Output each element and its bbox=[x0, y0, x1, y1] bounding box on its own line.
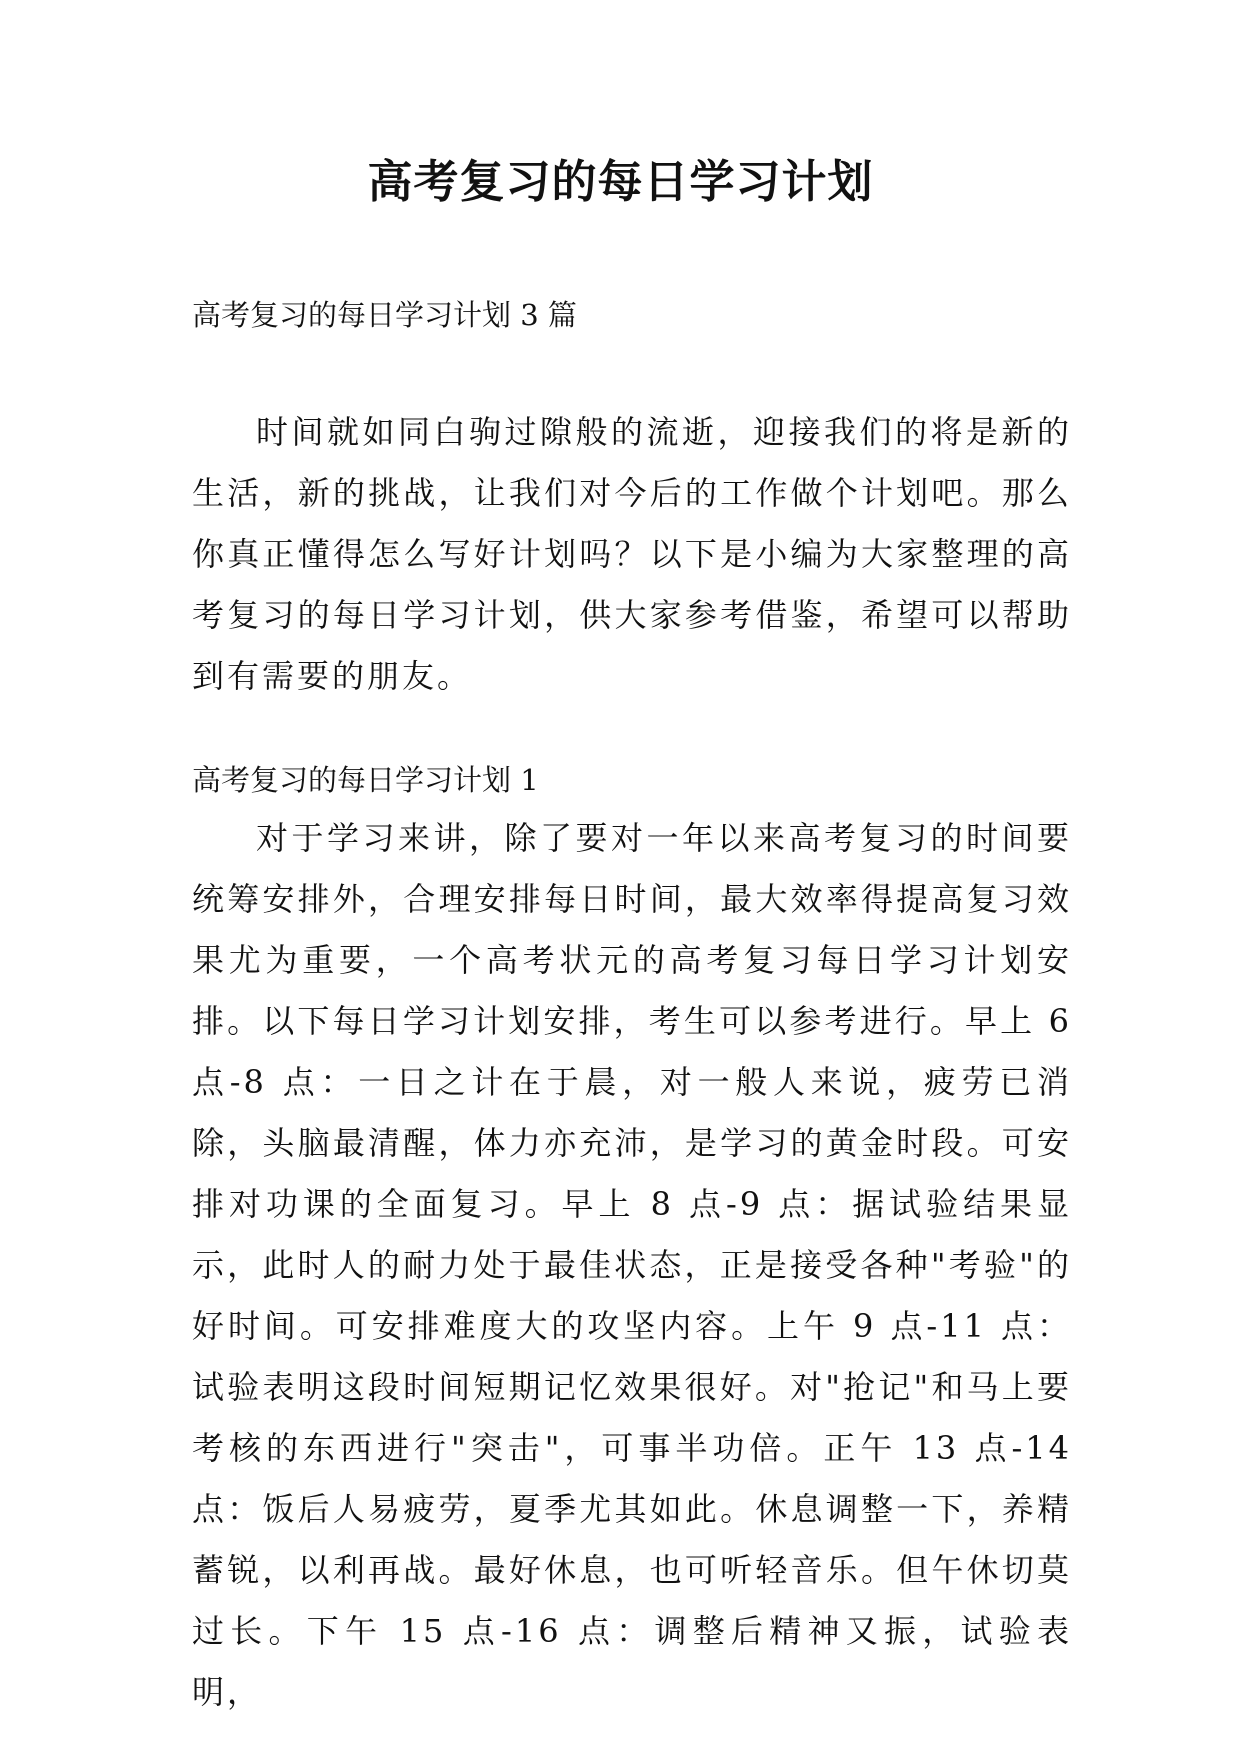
document-title: 高考复习的每日学习计划 bbox=[367, 155, 874, 208]
intro-paragraph: 时间就如同白驹过隙般的流逝，迎接我们的将是新的生活，新的挑战，让我们对今后的工作做个计划吧。那么你真正懂得怎么写好计划吗？以下是小编为大家整理的高考复习的每日学习计划，供大家参考借鉴，希望可以帮助到有需要的朋友。 bbox=[192, 413, 1072, 695]
section-heading: 高考复习的每日学习计划 1 bbox=[192, 763, 539, 797]
document-subtitle: 高考复习的每日学习计划 3 篇 bbox=[192, 298, 577, 332]
section-paragraph: 对于学习来讲，除了要对一年以来高考复习的时间要统筹安排外，合理安排每日时间，最大效率得提高复习效果尤为重要，一个高考状元的高考复习每日学习计划安排。以下每日学习计划安排，考生可以参考进行。早上 6 点-8 点：一日之计在于晨，对一般人来说，疲劳已消除，头脑最清醒，体力亦充沛，是学习的黄金时段。可安排对功课的全面复习。早上 8 点-9 点：据试验结果显示，此时人的耐力处于最佳状态，正是接受各种"考验"的好时间。可安排难度大的攻坚内容。上午 9 点-11 点：试验表明这段时间短期记忆效果很好。对"抢记"和马上要考核的东西进行"突击"，可事半功倍。正午 13 点-14 点：饭后人易疲劳，夏季尤其如此。休息调整一下，养精蓄锐，以利再战。最好休息，也可听轻音乐。但午休切莫过长。下午 15 点-16 点：调整后精神又振，试验表明， bbox=[192, 819, 1072, 1711]
